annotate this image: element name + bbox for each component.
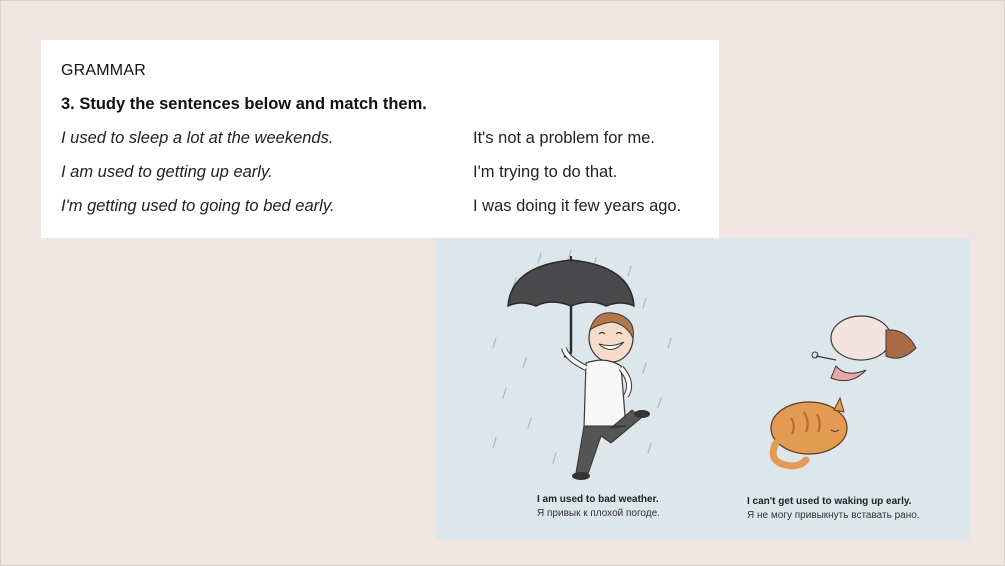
comic-illustration	[436, 238, 970, 540]
meaning-3: I was doing it few years ago.	[473, 197, 682, 215]
sleeping-person-figure	[812, 316, 916, 381]
grammar-card	[41, 40, 719, 238]
cat-icon	[771, 398, 847, 466]
caption-right-en: I can't get used to waking up early.	[747, 496, 912, 507]
section-heading: GRAMMAR	[61, 62, 146, 79]
sentence-2: I am used to getting up early.	[61, 163, 273, 181]
caption-right	[747, 495, 920, 523]
caption-left	[537, 493, 660, 521]
meaning-1: It's not a problem for me.	[473, 129, 655, 147]
task-instruction: 3. Study the sentences below and match them.	[61, 95, 427, 113]
meaning-2: I'm trying to do that.	[473, 163, 618, 181]
caption-left-ru: Я привык к плохой погоде.	[537, 508, 660, 519]
caption-right-ru: Я не могу привыкнуть вставать рано.	[747, 510, 920, 521]
caption-left-en: I am used to bad weather.	[537, 494, 659, 505]
sentence-3: I'm getting used to going to bed early.	[61, 197, 335, 215]
happy-man-figure	[564, 313, 650, 480]
sentence-1: I used to sleep a lot at the weekends.	[61, 129, 334, 147]
